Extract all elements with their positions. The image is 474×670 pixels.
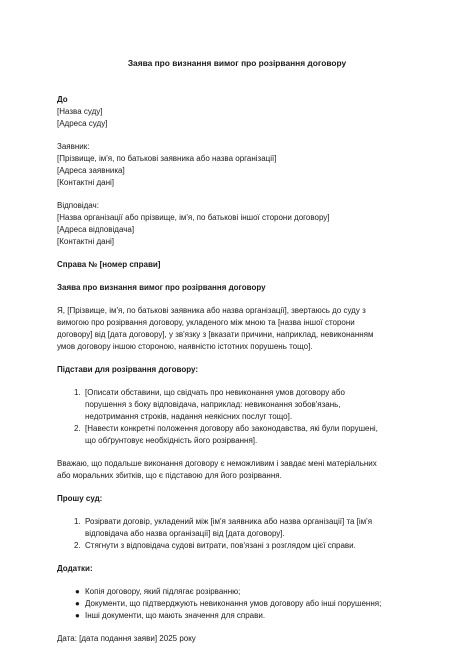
grounds-heading: Підстави для розірвання договору:: [57, 365, 199, 374]
list-number: 2.: [74, 424, 81, 433]
applicant-contacts: [Контактні дані]: [57, 178, 114, 187]
requests-item: [57, 540, 419, 552]
respondent-address: [Адреса відповідача]: [57, 225, 135, 234]
intro-line: умов договору іншою стороною, наявністю істотних порушень тощо].: [57, 342, 313, 351]
requests-heading: Прошу суд:: [57, 494, 103, 503]
applicant-label: Заявник:: [57, 142, 90, 151]
grounds-line: [Описати обставини, що свідчать про невиконання умов договору або: [85, 388, 345, 397]
respondent-contacts: [Контактні дані]: [57, 237, 114, 246]
bullet-icon: ●: [75, 599, 80, 608]
bullet-icon: ●: [75, 587, 80, 596]
respondent-block: [57, 200, 419, 248]
applicant-name: [Прізвище, ім'я, по батькові заявника або назва організації]: [57, 154, 277, 163]
list-number: 1.: [74, 517, 81, 526]
grounds-line: недотримання строків, надання неякісних послуг тощо].: [85, 412, 293, 421]
attachments-heading: Додатки:: [57, 564, 93, 573]
consequence-line: Вважаю, що подальше виконання договору є неможливим і завдає мені матеріальних: [57, 459, 377, 468]
consequence-paragraph: [57, 458, 419, 482]
respondent-label: Відповідач:: [57, 201, 99, 210]
attachment-text: Інші документи, що мають значення для справи.: [85, 611, 266, 620]
consequence-line: або моральних збитків, що є підставою для його розірвання.: [57, 471, 282, 480]
case-number: Справа № [номер справи]: [57, 260, 161, 269]
grounds-item: [57, 387, 419, 423]
applicant-address: [Адреса заявника]: [57, 166, 125, 175]
attachment-text: Копія договору, який підлягає розірванню;: [85, 587, 241, 596]
list-number: 1.: [74, 388, 81, 397]
bullet-icon: ●: [75, 611, 80, 620]
intro-line: договору] від [дата договору], у зв'язку з [вказати причини, наприклад, невиконанням: [57, 330, 374, 339]
requests-list: [57, 516, 419, 552]
respondent-name: [Назва організації або прізвище, ім'я, по батькові іншої сторони договору]: [57, 213, 330, 222]
document-subtitle: Заява про визнання вимог про розірвання договору: [57, 283, 266, 292]
grounds-line: порушення з боку відповідача, наприклад: невиконання зобов'язань,: [85, 400, 341, 409]
grounds-list: [57, 387, 419, 447]
addressee-block: [57, 94, 419, 130]
document-title: Заява про визнання вимог про розірвання договору: [127, 58, 347, 68]
applicant-block: [57, 141, 419, 189]
addressee-label: До: [57, 95, 68, 104]
document-body: [57, 94, 419, 645]
attachment-item: [57, 610, 419, 622]
grounds-line: [Навести конкретні положення договору або законодавства, які були порушені,: [85, 424, 378, 433]
grounds-item: [57, 423, 419, 447]
attachment-item: [57, 598, 419, 610]
attachment-text: Документи, що підтверджують невиконання умов договору або інші порушення;: [85, 599, 382, 608]
requests-item: [57, 516, 419, 540]
date-line: Дата: [дата подання заяви] 2025 року: [57, 634, 196, 643]
court-address: [Адреса суду]: [57, 119, 108, 128]
list-number: 2.: [74, 541, 81, 550]
intro-line: Я, [Прізвище, ім'я, по батькові заявника або назва організації], звертаюсь до суду з: [57, 306, 366, 315]
court-name: [Назва суду]: [57, 107, 103, 116]
grounds-line: що обґрунтовує необхідність його розірвання].: [85, 436, 258, 445]
requests-line: Розірвати договір, укладений між [ім'я заявника або назва організації] та [ім'я: [85, 517, 373, 526]
intro-paragraph: [57, 305, 419, 353]
requests-line: Стягнути з відповідача судові витрати, пов'язані з розглядом цієї справи.: [85, 541, 356, 550]
intro-line: вимогою про розірвання договору, укладеного між мною та [назва іншої сторони: [57, 318, 355, 327]
attachment-item: [57, 586, 419, 598]
requests-line: відповідача або назва організації] від [дата договору].: [85, 529, 285, 538]
attachments-list: [57, 586, 419, 622]
